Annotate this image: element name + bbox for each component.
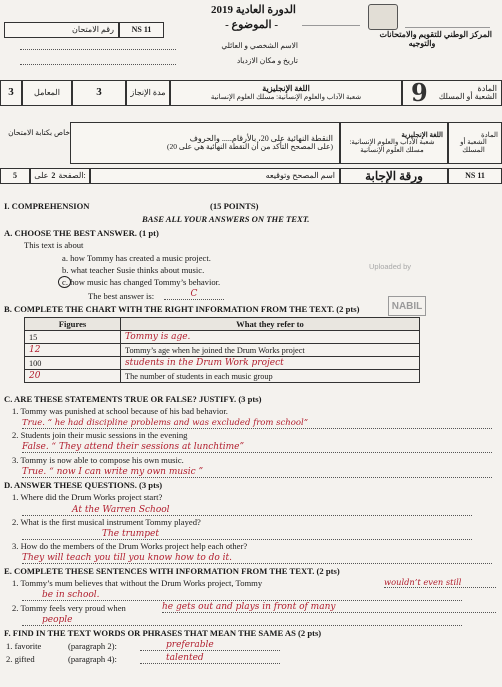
final-grade-label: النقطة النهائية على 20، بالأرقام..... والحروف: [189, 133, 333, 143]
section-c-a1[interactable]: True. “ he had discipline problems and was excluded from school”: [22, 418, 492, 429]
table-row: [25, 331, 420, 344]
header-top: [0, 0, 502, 78]
chart-header-refer: What they refer to: [121, 318, 420, 331]
duration-value: 3: [72, 80, 126, 106]
stream-label: الشعبة أو المسلك: [438, 92, 497, 101]
section-d-q3: 3. How do the members of the Drum Works project help each other?: [12, 541, 248, 551]
section-c-q2: 2. Students join their music sessions in the evening: [12, 430, 188, 440]
comprehension-points: (15 POINTS): [210, 201, 259, 211]
section-f-w2: 2. gifted: [6, 654, 35, 664]
figure-cell: 15: [25, 331, 121, 344]
section-e-a1a[interactable]: wouldn’t even still: [384, 577, 496, 588]
section-d-a2[interactable]: The trumpet: [22, 529, 472, 540]
section-d-q1: 1. Where did the Drum Works project start?: [12, 492, 163, 502]
candidate-number-label: رقم الامتحان: [4, 22, 119, 38]
corrector-field[interactable]: [90, 168, 340, 184]
section-d-title: D. ANSWER THESE QUESTIONS. (3 pts): [4, 480, 163, 490]
page-label: الصفحة:: [58, 170, 86, 180]
coef-value: 3: [0, 80, 22, 106]
answer-sheet-title: ورقة الإجابة: [340, 168, 448, 184]
section-f-p2: (paragraph 4):: [68, 654, 117, 664]
subject-labels-2: [448, 122, 502, 164]
page-total: 5: [0, 168, 30, 184]
subject-cell-2: [340, 122, 448, 164]
refer-cell: Tommy’s age when he joined the Drum Works project: [121, 344, 420, 357]
best-answer-label: The best answer is:: [88, 291, 155, 301]
table-row: [25, 344, 420, 357]
figure-answer: 20: [29, 371, 41, 381]
section-f-w1: 1. favorite: [6, 641, 42, 651]
code-box-bottom: NS 11: [448, 168, 502, 184]
section-e-a1b[interactable]: be in school.: [22, 590, 462, 601]
section-e-title: E. COMPLETE THESE SENTENCES WITH INFORMATION FROM THE TEXT. (2 pts): [4, 566, 340, 576]
option-b: b. what teacher Susie thinks about music.: [62, 265, 205, 275]
refer-cell: The number of students in each music group: [121, 370, 420, 383]
corrector-label: اسم المصحح وتوقيعه: [265, 170, 335, 180]
ministry-logo: [368, 4, 398, 30]
subject-row: [0, 80, 502, 106]
subject-name-2: اللغة الإنجليزية: [401, 130, 443, 139]
best-answer-value[interactable]: C: [164, 289, 224, 300]
ministry-name: المركز الوطني للتقويم والامتحانات والتوجيه: [379, 30, 492, 48]
section-d-q2: 2. What is the first musical instrument Tommy played?: [12, 517, 201, 527]
comprehension-instruction: BASE ALL YOUR ANSWERS ON THE TEXT.: [142, 214, 310, 224]
verified-label: (على المصحح التأكد من أن النقطة النهائية هي على 20): [167, 142, 333, 152]
section-f-p1: (paragraph 2):: [68, 641, 117, 651]
watermark-line1: Uploaded by: [368, 262, 412, 271]
section-f-a2[interactable]: talented: [140, 653, 280, 664]
option-c-circle: [58, 276, 71, 288]
matiere-label-2: المادة: [480, 130, 498, 139]
figure-answer: 12: [29, 345, 41, 355]
watermark: [358, 262, 422, 271]
section-a-stem: This text is about: [24, 240, 84, 250]
grade-block: [0, 118, 502, 198]
table-row: [25, 357, 420, 370]
refer-cell[interactable]: [121, 331, 420, 344]
section-d-a1[interactable]: At the Warren School: [22, 505, 472, 516]
section-e-q1: 1. Tommy’s mum believes that without the Drum Works project, Tommy: [12, 578, 263, 588]
page-value: 2: [51, 170, 56, 180]
reserved-label: خاص بكتابة الامتحان: [8, 128, 70, 137]
matiere-label: المادة: [477, 83, 497, 93]
stream-label-2: الشعبة أو المسلك: [460, 138, 487, 154]
refer-answer: Tommy is age.: [125, 332, 191, 342]
comprehension-title: I. COMPREHENSION: [4, 201, 90, 211]
section-c-a2[interactable]: False. “ They attend their sessions at lunchtime”: [22, 442, 492, 453]
figure-cell[interactable]: [25, 344, 121, 357]
page-of: على: [34, 170, 49, 180]
subject-label: - الموضوع -: [225, 19, 278, 31]
code-box: NS 11: [119, 22, 164, 38]
chart-header-figures: Figures: [25, 318, 121, 331]
watermark-stamp: NABIL: [388, 296, 426, 316]
figure-cell[interactable]: [25, 370, 121, 383]
stream-name: شعبة الآداب والعلوم الإنسانية: مسلك العلوم الإنسانية: [210, 92, 362, 101]
section-f-title: F. FIND IN THE TEXT WORDS OR PHRASES THAT MEAN THE SAME AS (2 pts): [4, 628, 322, 638]
ministry-seal-text: [405, 4, 490, 28]
figure-cell: 100: [25, 357, 121, 370]
section-b-title: B. COMPLETE THE CHART WITH THE RIGHT INFORMATION FROM THE TEXT. (2 pts): [4, 304, 360, 314]
section-e-q2: 2. Tommy feels very proud when: [12, 603, 126, 613]
section-c-a3[interactable]: True. “ now I can write my own music ”: [22, 467, 492, 478]
ministry-arabic-lines: [302, 4, 360, 26]
refer-cell[interactable]: [121, 357, 420, 370]
option-c: c. how music has changed Tommy’s behavior.: [62, 277, 221, 287]
table-row: [25, 370, 420, 383]
refer-answer: students in the Drum Work project: [125, 358, 284, 368]
section-c-q3: 3. Tommy is now able to compose his own music.: [12, 455, 184, 465]
section-c-q1: 1. Tommy was punished at school because of his bad behavior.: [12, 406, 228, 416]
section-f-a1[interactable]: preferable: [140, 640, 280, 651]
duration-label: مدة الإنجاز: [126, 80, 170, 106]
birth-label: تاريخ و مكان الازدياد: [236, 56, 298, 65]
section-d-a3[interactable]: They will teach you till you know how to do it.: [22, 553, 492, 564]
section-c-title: C. ARE THESE STATEMENTS TRUE OR FALSE? JUSTIFY. (3 pts): [4, 394, 262, 404]
subject-cell: [170, 80, 402, 106]
final-grade-cell: [70, 122, 340, 164]
handwritten-grade-mark: 9: [411, 78, 428, 107]
figures-chart: [24, 317, 420, 383]
coef-label: المعامل: [22, 80, 72, 106]
name-field[interactable]: [20, 49, 176, 50]
birth-field[interactable]: [20, 64, 176, 65]
section-e-a2a[interactable]: he gets out and plays in front of many: [162, 602, 496, 613]
option-a: a. how Tommy has created a music project.: [62, 253, 211, 263]
name-label: الاسم الشخصي و العائلي: [221, 41, 298, 50]
page-info: [30, 168, 90, 184]
exam-session-title: الدورة العادية 2019: [211, 4, 296, 16]
section-e-a2b[interactable]: people: [22, 615, 462, 626]
subject-name: اللغة الإنجليزية: [262, 84, 310, 94]
section-a-title: A. CHOOSE THE BEST ANSWER. (1 pt): [4, 228, 159, 238]
stream-name-2: شعبة الآداب والعلوم الإنسانية: مسلك العلوم الإنسانية: [349, 138, 435, 154]
